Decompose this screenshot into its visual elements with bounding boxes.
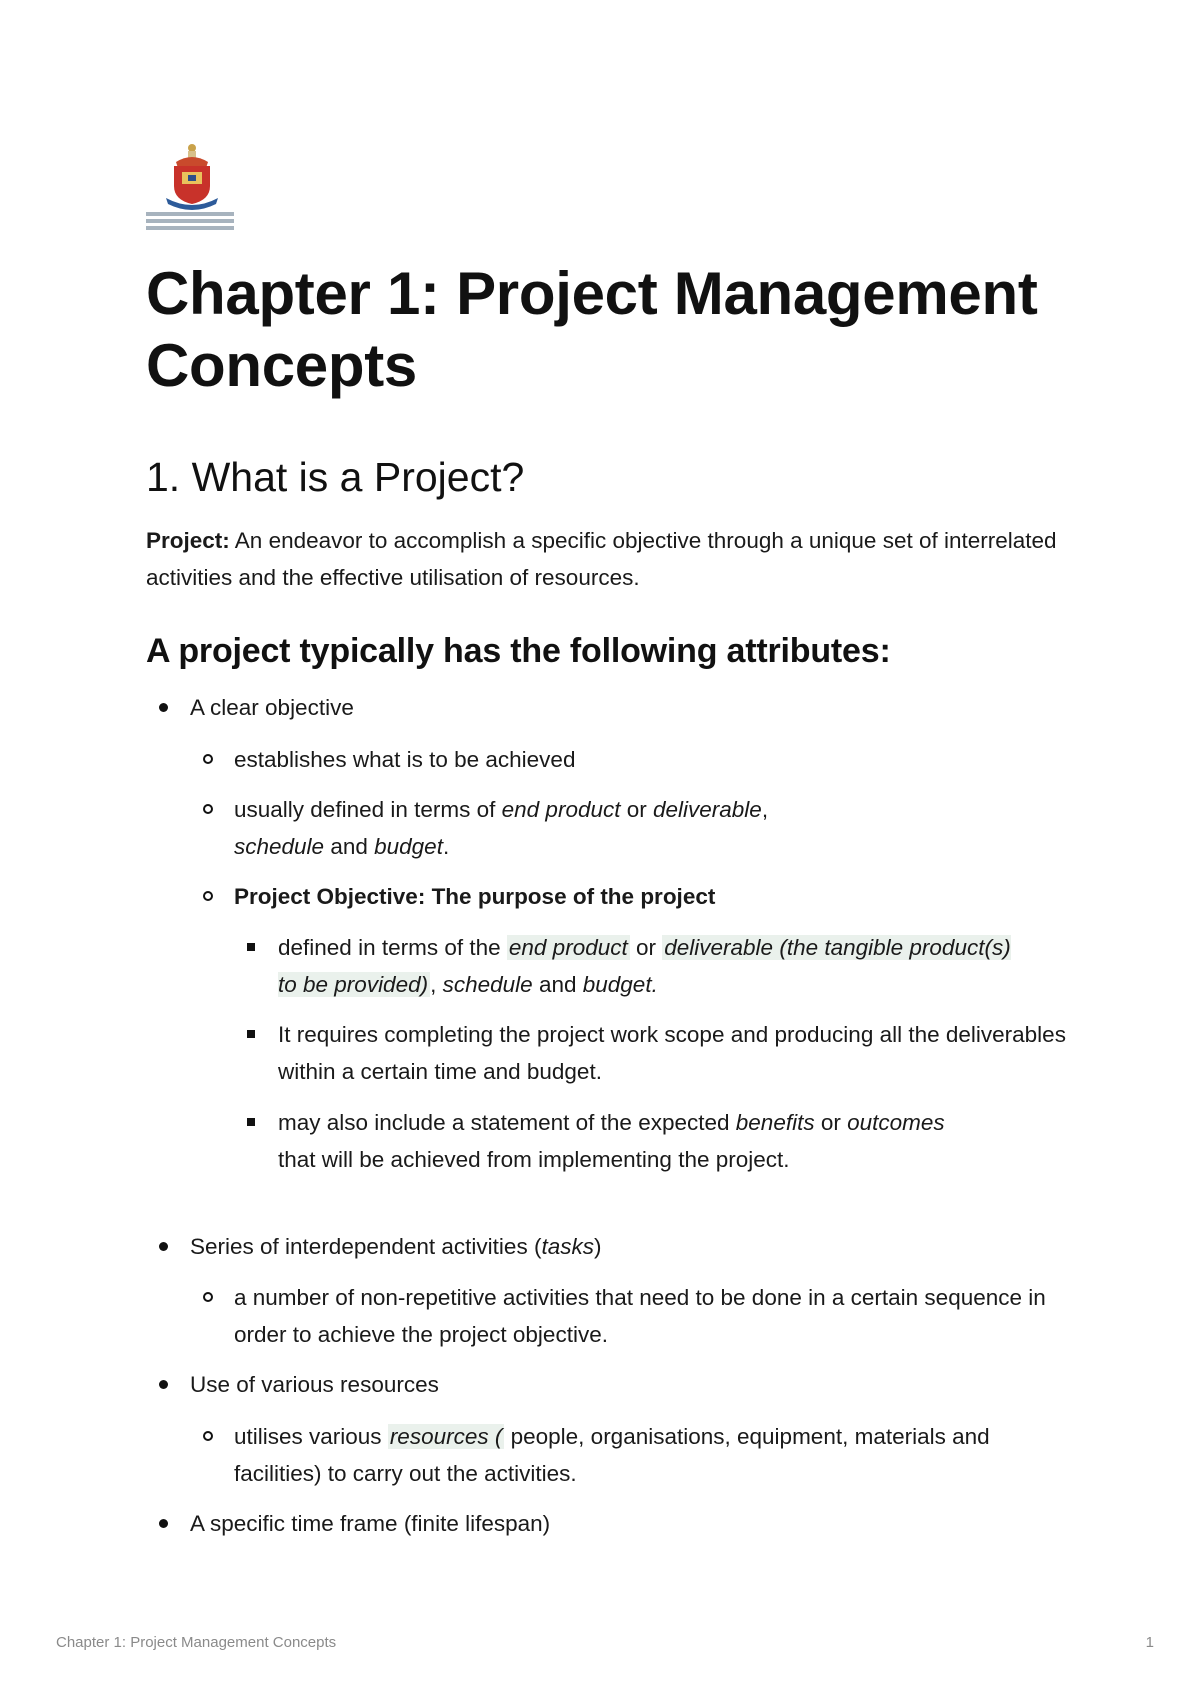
section-heading-what-is-a-project: 1. What is a Project? [146, 454, 525, 500]
crest-motto-text [146, 212, 238, 233]
circle-bullet-icon [203, 754, 213, 764]
disc-bullet-icon [159, 703, 168, 712]
disc-bullet-icon [159, 1519, 168, 1528]
list-item-series-activities: Series of interdependent activities (tasks) [190, 1228, 1070, 1265]
circle-bullet-icon [203, 891, 213, 901]
list-item-project-objective: Project Objective: The purpose of the project [234, 878, 1074, 915]
list-item-usually-defined: usually defined in terms of end product or deliverable, schedule and budget. [234, 791, 1074, 865]
list-item-establishes: establishes what is to be achieved [234, 741, 1074, 778]
list-item-utilises-resources: utilises various resources ( people, organisations, equipment, materials and facilities) to carry out the activities. [234, 1418, 1074, 1492]
circle-bullet-icon [203, 804, 213, 814]
list-item-time-frame: A specific time frame (finite lifespan) [190, 1505, 1070, 1542]
list-item-use-of-resources: Use of various resources [190, 1366, 1070, 1403]
square-bullet-icon [247, 1118, 255, 1126]
crest-icon [146, 142, 238, 212]
definition-term: Project: [146, 528, 230, 553]
circle-bullet-icon [203, 1292, 213, 1302]
university-crest-logo [146, 142, 238, 236]
definition-text: An endeavor to accomplish a specific objective through a unique set of interrelated activities and the effective utilisation of resources. [146, 528, 1057, 590]
list-item-requires: It requires completing the project work scope and producing all the deliverables within a certain time and budget. [278, 1016, 1078, 1090]
circle-bullet-icon [203, 1431, 213, 1441]
list-item-clear-objective: A clear objective [190, 689, 1070, 726]
list-item-may-also-include: may also include a statement of the expected benefits or outcomes that will be achieved from implementing the project. [278, 1104, 978, 1178]
list-item-non-repetitive: a number of non-repetitive activities that need to be done in a certain sequence in order to achieve the project objective. [234, 1279, 1074, 1353]
square-bullet-icon [247, 1030, 255, 1038]
list-item-defined-in-terms: defined in terms of the end product or deliverable (the tangible product(s) to be provided), schedule and budget. [278, 929, 1018, 1003]
project-definition [146, 522, 1086, 596]
footer-page-number: 1 [1145, 1634, 1154, 1651]
square-bullet-icon [247, 943, 255, 951]
disc-bullet-icon [159, 1242, 168, 1251]
footer-document-title: Chapter 1: Project Management Concepts [56, 1634, 337, 1651]
document-title: Chapter 1: Project Management Concepts [146, 260, 1038, 399]
disc-bullet-icon [159, 1380, 168, 1389]
attributes-heading: A project typically has the following attributes: [146, 632, 891, 670]
